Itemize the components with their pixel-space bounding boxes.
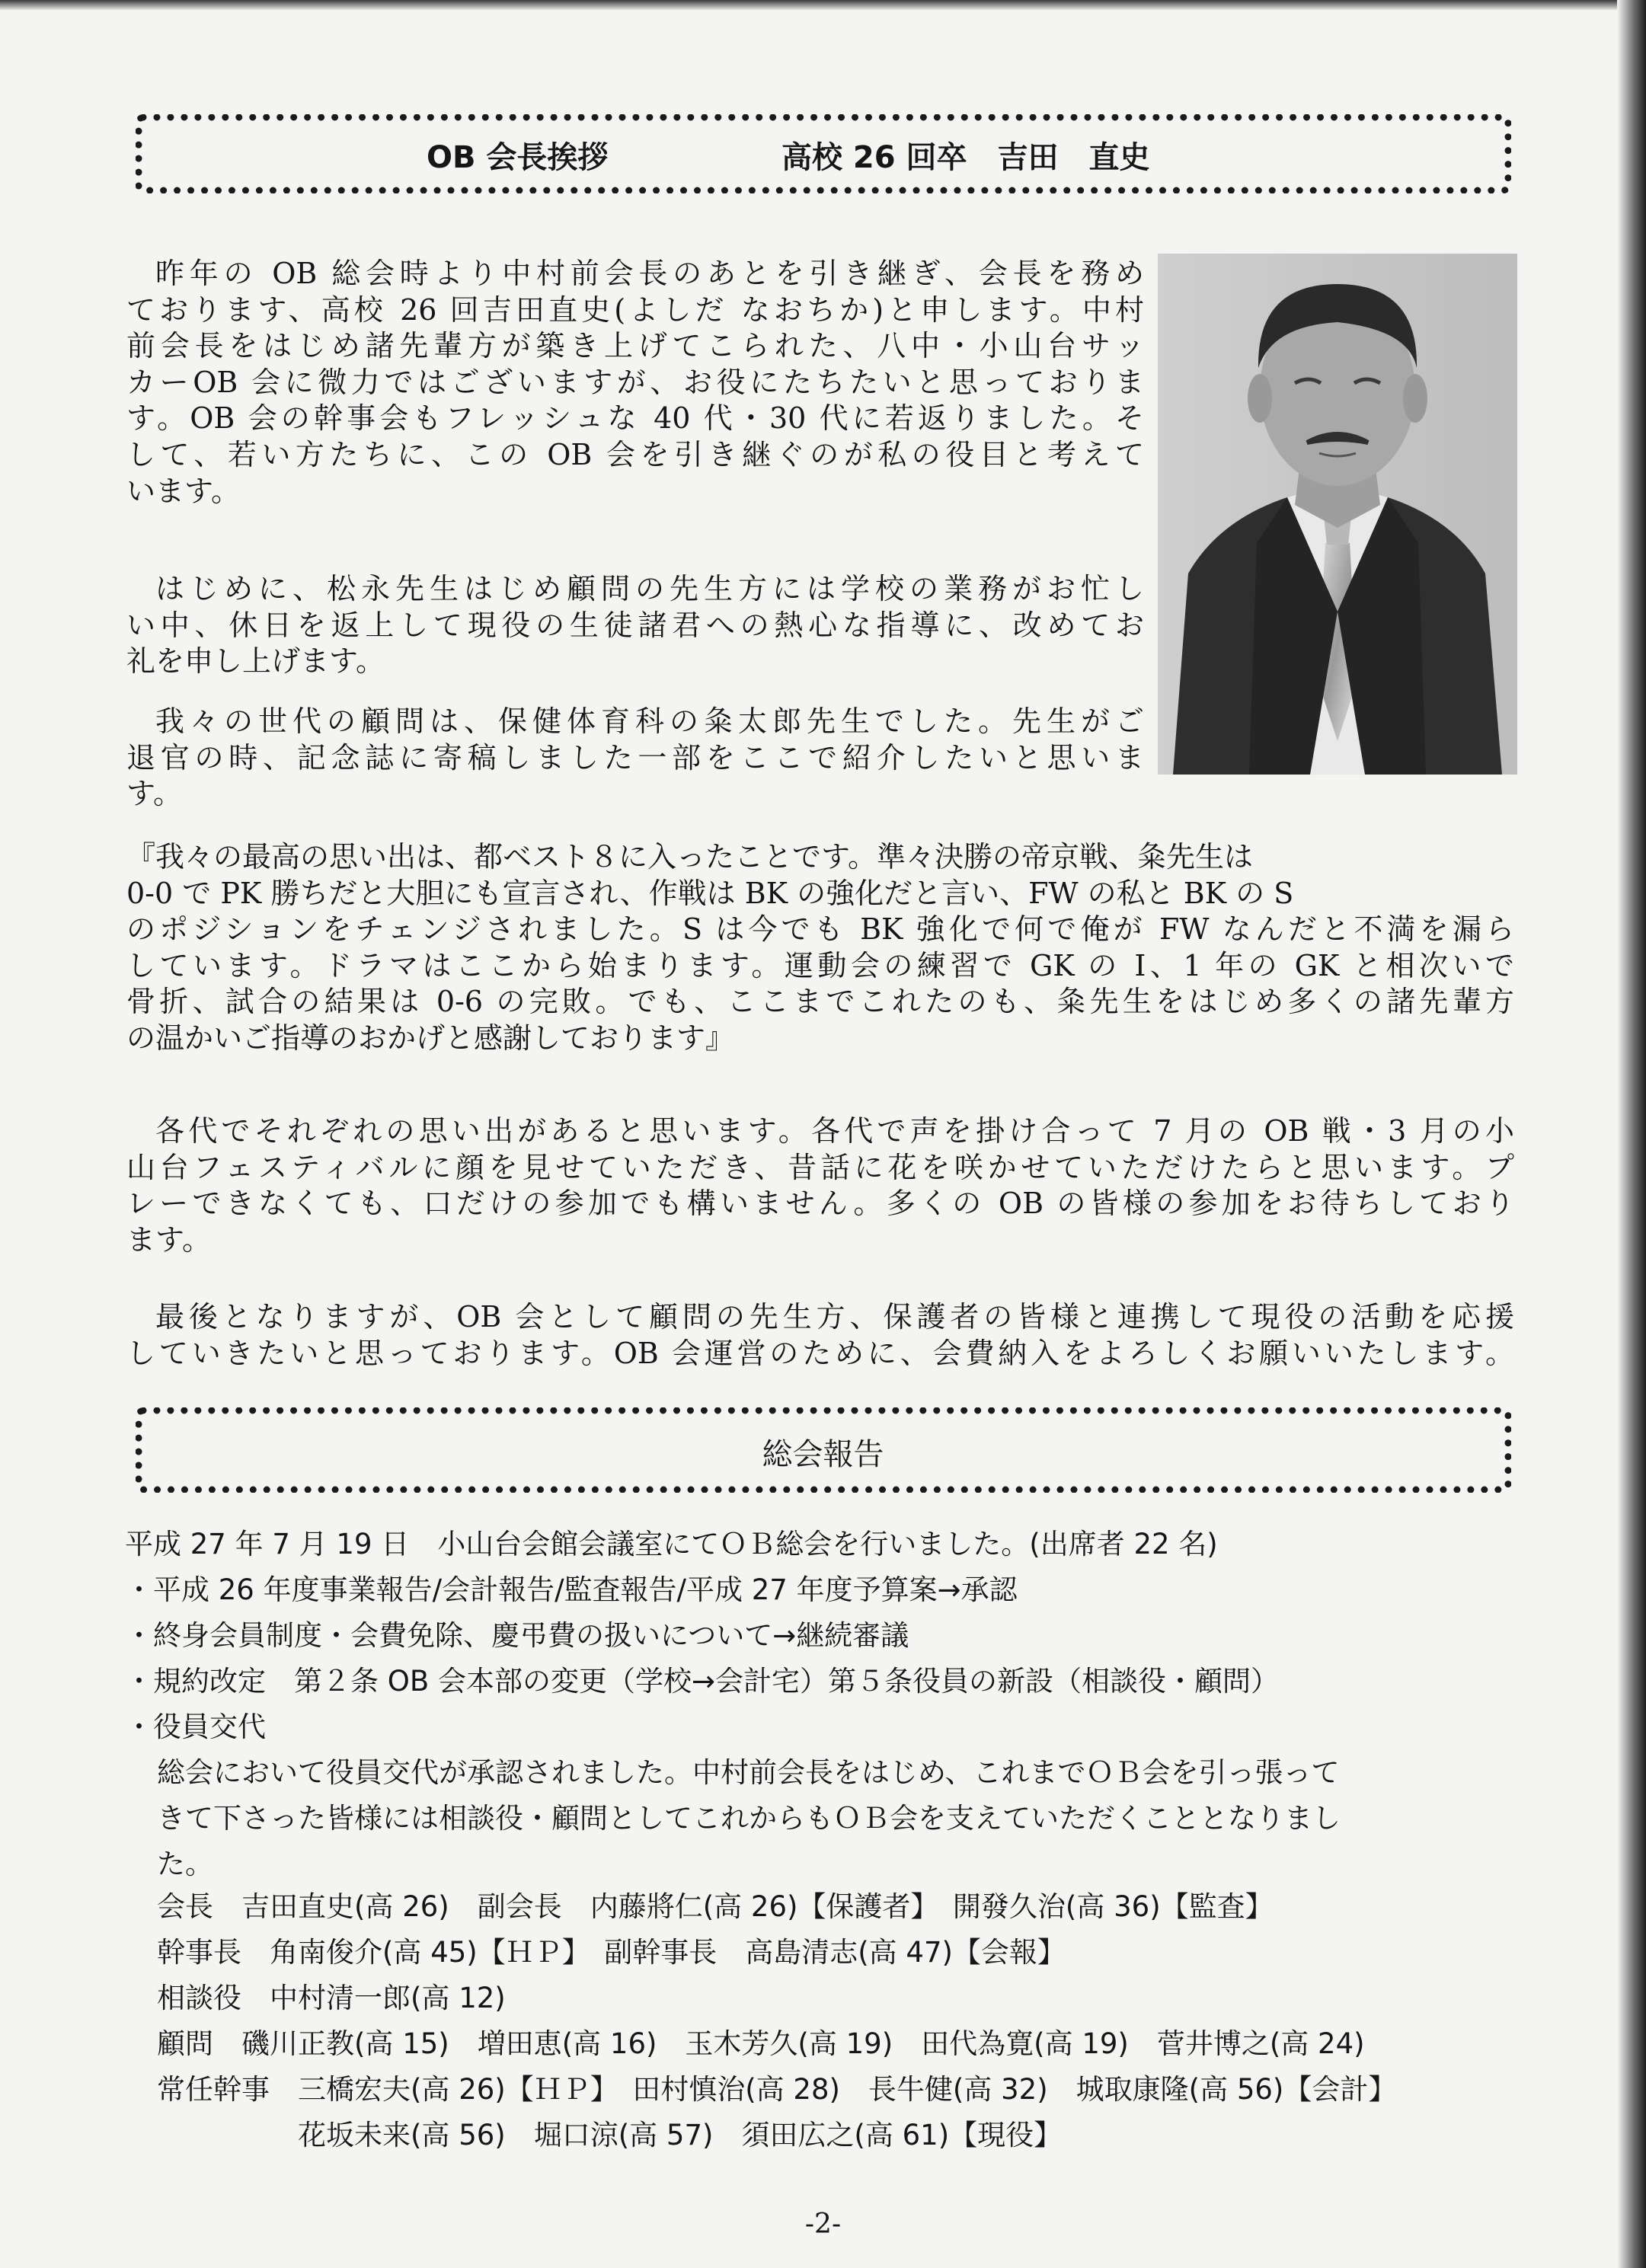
text-line: います。 [126,474,240,508]
text-line: 礼を申し上げます。 [126,644,385,679]
text-line: 我々の世代の顧問は、保健体育科の粂太郎先生でした。先生がご [155,704,1144,738]
page-number: -2- [804,2209,842,2240]
text-line: 『我々の最高の思い出は、都ベスト８に入ったことです。準々決勝の帝京戦、粂先生は [126,840,1253,874]
scan-top-edge [0,0,1646,11]
officer-row: 顧問 磯川正教(高 15) 増田恵(高 16) 玉木芳久(高 19) 田代為寛(高 19) 菅井博之(高 24) [157,2027,1365,2060]
greeting-paragraph-2 [126,571,1144,680]
scan-right-edge [1617,0,1646,2268]
text-line: 総会において役員交代が承認されました。中村前会長をはじめ、これまでＯＢ会を引っ張って [157,1756,1340,1789]
text-line: い中、休日を返上して現役の生徒諸君への熱心な指導に、改めてお [126,608,1144,642]
text-line: 最後となりますが、OB 会として顧問の先生方、保護者の皆様と連携して現役の活動を応援 [155,1300,1514,1334]
text-line: ております、高校 26 回吉田直史(よしだ なおちか)と申します。中村 [126,292,1144,327]
text-line: はじめに、松永先生はじめ顧問の先生方には学校の業務がお忙し [155,572,1144,605]
greeting-paragraph-3 [126,704,1144,813]
text-line: ます。 [126,1222,211,1257]
officer-row: 花坂未来(高 56) 堀口涼(高 57) 須田広之(高 61)【現役】 [157,2119,1063,2151]
report-bullet: ・終身会員制度・会費免除、慶弔費の扱いについて→継続審議 [125,1619,909,1652]
text-line: して、若い方たちに、この OB 会を引き継ぐのが私の役目と考えて [126,437,1144,471]
greeting-paragraph-6 [126,1299,1514,1372]
text-line: カーOB 会に微力ではございますが、お役にたちたいと思っておりま [126,365,1144,399]
officer-row: 常任幹事 三橋宏夫(高 26)【ＨＰ】 田村慎治(高 28) 長牛健(高 32) 城取康隆(高 56)【会計】 [157,2073,1397,2106]
report-bullets [125,1572,1279,1745]
memorial-quote [126,839,1514,1057]
greeting-author: 高校 26 回卒 吉田 直史 [781,140,1150,175]
report-intro: 平成 27 年 7 月 19 日 小山台会館会議室にてＯＢ総会を行いました。(出席者 22 名) [125,1528,1218,1560]
officer-row: 相談役 中村清一郎(高 12) [157,1982,506,2014]
text-line: す。OB 会の幹事会もフレッシュな 40 代・30 代に若返りました。そ [126,401,1144,436]
text-line: のポジションをチェンジされました。S は今でも BK 強化で何で俺が FW なんだと不満を漏ら [126,912,1514,947]
report-bullet: ・平成 26 年度事業報告/会計報告/監査報告/平成 27 年度予算案→承認 [125,1573,1018,1606]
text-line: 前会長をはじめ諸先輩方が築き上げてこられた、八中・小山台サッ [126,329,1144,363]
text-line: の温かいご指導のおかげと感謝しております』 [126,1021,735,1055]
report-title: 総会報告 [762,1437,884,1472]
officer-row: 会長 吉田直史(高 26) 副会長 内藤將仁(高 26)【保護者】 開發久治(高 36)【監査】 [157,1890,1274,1923]
text-line: きて下さった皆様には相談役・顧問としてこれからもＯＢ会を支えていただくこととなりまし [157,1802,1341,1835]
text-line: レーできなくても、口だけの参加でも構いません。多くの OB の皆様の参加をお待ちしており [126,1187,1514,1221]
text-line: す。 [126,777,182,811]
greeting-paragraph-5 [126,1113,1514,1258]
text-line: た。 [157,1848,213,1880]
text-line: していきたいと思っております。OB 会運営のために、会費納入をよろしくお願いいたします。 [126,1336,1514,1370]
report-bullet: ・規約改定 第２条 OB 会本部の変更（学校→会計宅）第５条役員の新設（相談役・顧問） [125,1665,1280,1698]
officers-note [157,1755,1341,1882]
text-line: 0-0 で PK 勝ちだと大胆にも宣言され、作戦は BK の強化だと言い、FW の私と BK の S [126,876,1294,910]
text-line: しています。ドラマはここから始まります。運動会の練習で GK の I、1 年の GK と相次いで [126,948,1514,982]
text-line: 骨折、試合の結果は 0-6 の完敗。でも、ここまでこれたのも、粂先生をはじめ多くの諸先輩方 [126,985,1514,1019]
president-portrait-photo [1158,254,1517,775]
officer-row: 幹事長 角南俊介(高 45)【ＨＰ】 副幹事長 高島清志(高 47)【会報】 [157,1936,1066,1969]
text-line: 各代でそれぞれの思い出があると思います。各代で声を掛け合って 7 月の OB 戦・3 月の小 [155,1114,1514,1148]
report-bullet: ・役員交代 [125,1711,266,1743]
officers-list [157,1889,1396,2153]
greeting-paragraph-1 [126,256,1144,510]
text-line: 昨年の OB 総会時より中村前会長のあとを引き継ぎ、会長を務め [155,257,1144,290]
text-line: 山台フェスティバルに顔を見せていただき、昔話に花を咲かせていただけたらと思います。プ [126,1150,1514,1184]
greeting-title: OB 会長挨拶 [427,140,609,175]
text-line: 退官の時、記念誌に寄稿しました一部をここで紹介したいと思いま [126,740,1144,775]
